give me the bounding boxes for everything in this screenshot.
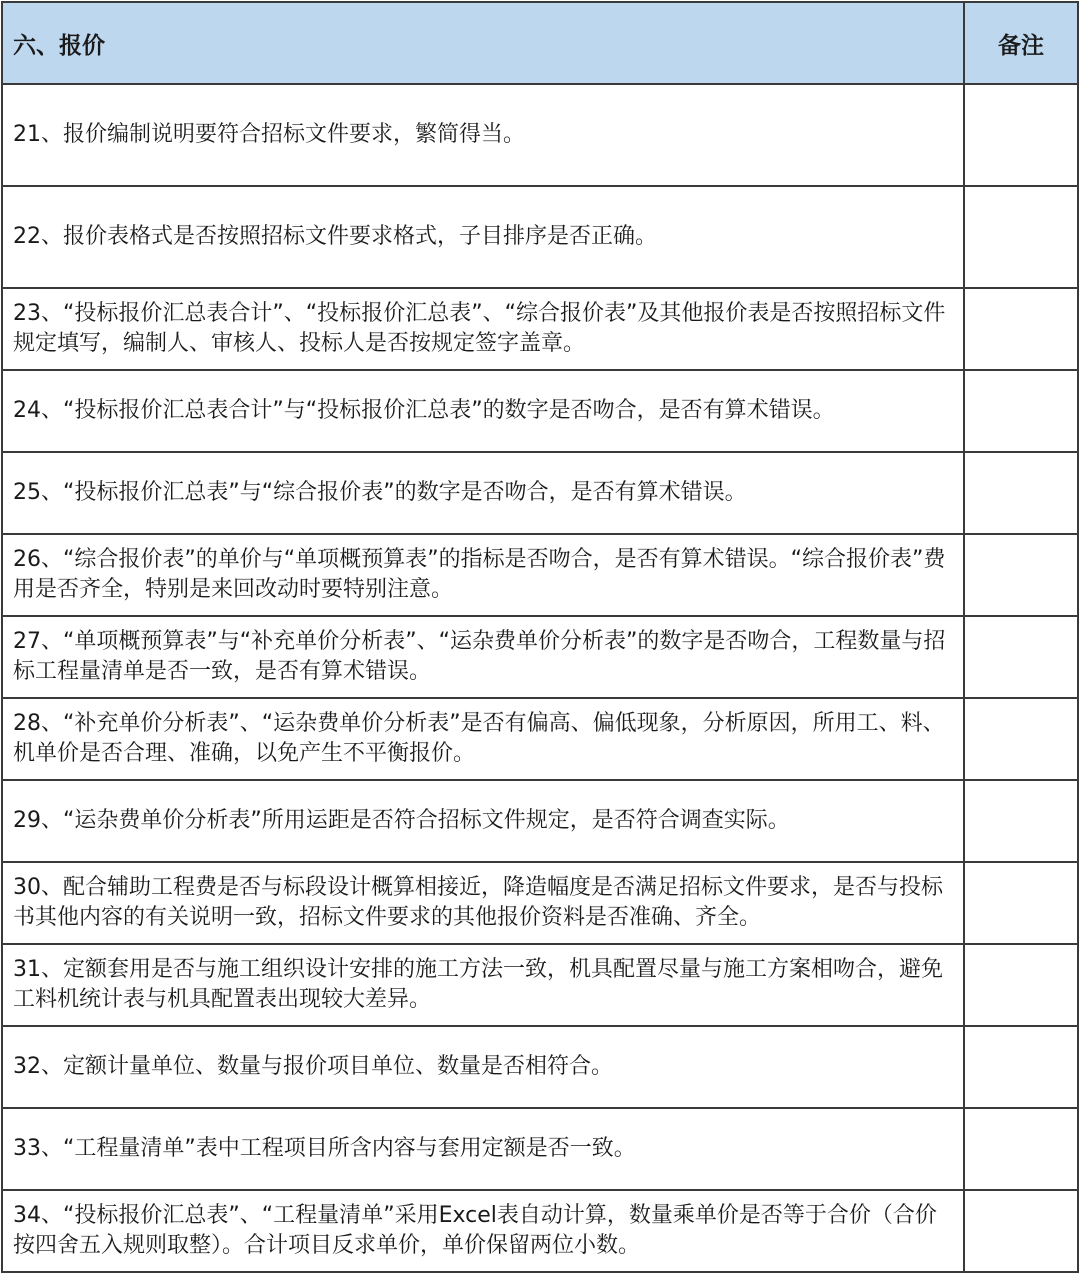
note-cell [964, 944, 1078, 1026]
note-cell [964, 1026, 1078, 1108]
table-row [2, 698, 1078, 780]
table-row [2, 1108, 1078, 1190]
item-text: 29、“运杂费单价分析表”所用运距是否符合招标文件规定，是否符合调查实际。 [2, 780, 964, 862]
section-title: 六、报价 [2, 2, 964, 84]
table-row [2, 452, 1078, 534]
item-text: 28、“补充单价分析表”、“运杂费单价分析表”是否有偏高、偏低现象，分析原因，所用工、料、机单价是否合理、准确，以免产生不平衡报价。 [2, 698, 964, 780]
table-row [2, 944, 1078, 1026]
table-row [2, 1026, 1078, 1108]
note-cell [964, 186, 1078, 288]
item-text: 33、“工程量清单”表中工程项目所含内容与套用定额是否一致。 [2, 1108, 964, 1190]
item-text: 25、“投标报价汇总表”与“综合报价表”的数字是否吻合，是否有算术错误。 [2, 452, 964, 534]
item-text: 24、“投标报价汇总表合计”与“投标报价汇总表”的数字是否吻合，是否有算术错误。 [2, 370, 964, 452]
item-text: 22、报价表格式是否按照招标文件要求格式，子目排序是否正确。 [2, 186, 964, 288]
note-cell [964, 534, 1078, 616]
table-row [2, 862, 1078, 944]
note-cell [964, 862, 1078, 944]
item-text: 26、“综合报价表”的单价与“单项概预算表”的指标是否吻合，是否有算术错误。“综合报价表”费用是否齐全，特别是来回改动时要特别注意。 [2, 534, 964, 616]
item-text: 30、配合辅助工程费是否与标段设计概算相接近，降造幅度是否满足招标文件要求，是否与投标书其他内容的有关说明一致，招标文件要求的其他报价资料是否准确、齐全。 [2, 862, 964, 944]
table-row [2, 370, 1078, 452]
table-row [2, 534, 1078, 616]
note-cell [964, 616, 1078, 698]
note-cell [964, 84, 1078, 186]
note-cell [964, 1108, 1078, 1190]
note-cell [964, 1190, 1078, 1272]
table-row [2, 1190, 1078, 1272]
table-row [2, 186, 1078, 288]
note-cell [964, 288, 1078, 370]
table-row [2, 616, 1078, 698]
item-text: 34、“投标报价汇总表”、“工程量清单”采用Excel表自动计算，数量乘单价是否等于合价（合价按四舍五入规则取整）。合计项目反求单价，单价保留两位小数。 [2, 1190, 964, 1272]
table-row [2, 288, 1078, 370]
table-row [2, 780, 1078, 862]
item-text: 31、定额套用是否与施工组织设计安排的施工方法一致，机具配置尽量与施工方案相吻合，避免工料机统计表与机具配置表出现较大差异。 [2, 944, 964, 1026]
item-text: 21、报价编制说明要符合招标文件要求，繁简得当。 [2, 84, 964, 186]
item-text: 27、“单项概预算表”与“补充单价分析表”、“运杂费单价分析表”的数字是否吻合，工程数量与招标工程量清单是否一致，是否有算术错误。 [2, 616, 964, 698]
note-cell [964, 370, 1078, 452]
table-row [2, 84, 1078, 186]
item-text: 32、定额计量单位、数量与报价项目单位、数量是否相符合。 [2, 1026, 964, 1108]
review-checklist-table [1, 1, 1079, 1273]
note-column-header: 备注 [964, 2, 1078, 84]
note-cell [964, 452, 1078, 534]
table-header-row [2, 2, 1078, 84]
note-cell [964, 780, 1078, 862]
note-cell [964, 698, 1078, 780]
item-text: 23、“投标报价汇总表合计”、“投标报价汇总表”、“综合报价表”及其他报价表是否按照招标文件规定填写，编制人、审核人、投标人是否按规定签字盖章。 [2, 288, 964, 370]
